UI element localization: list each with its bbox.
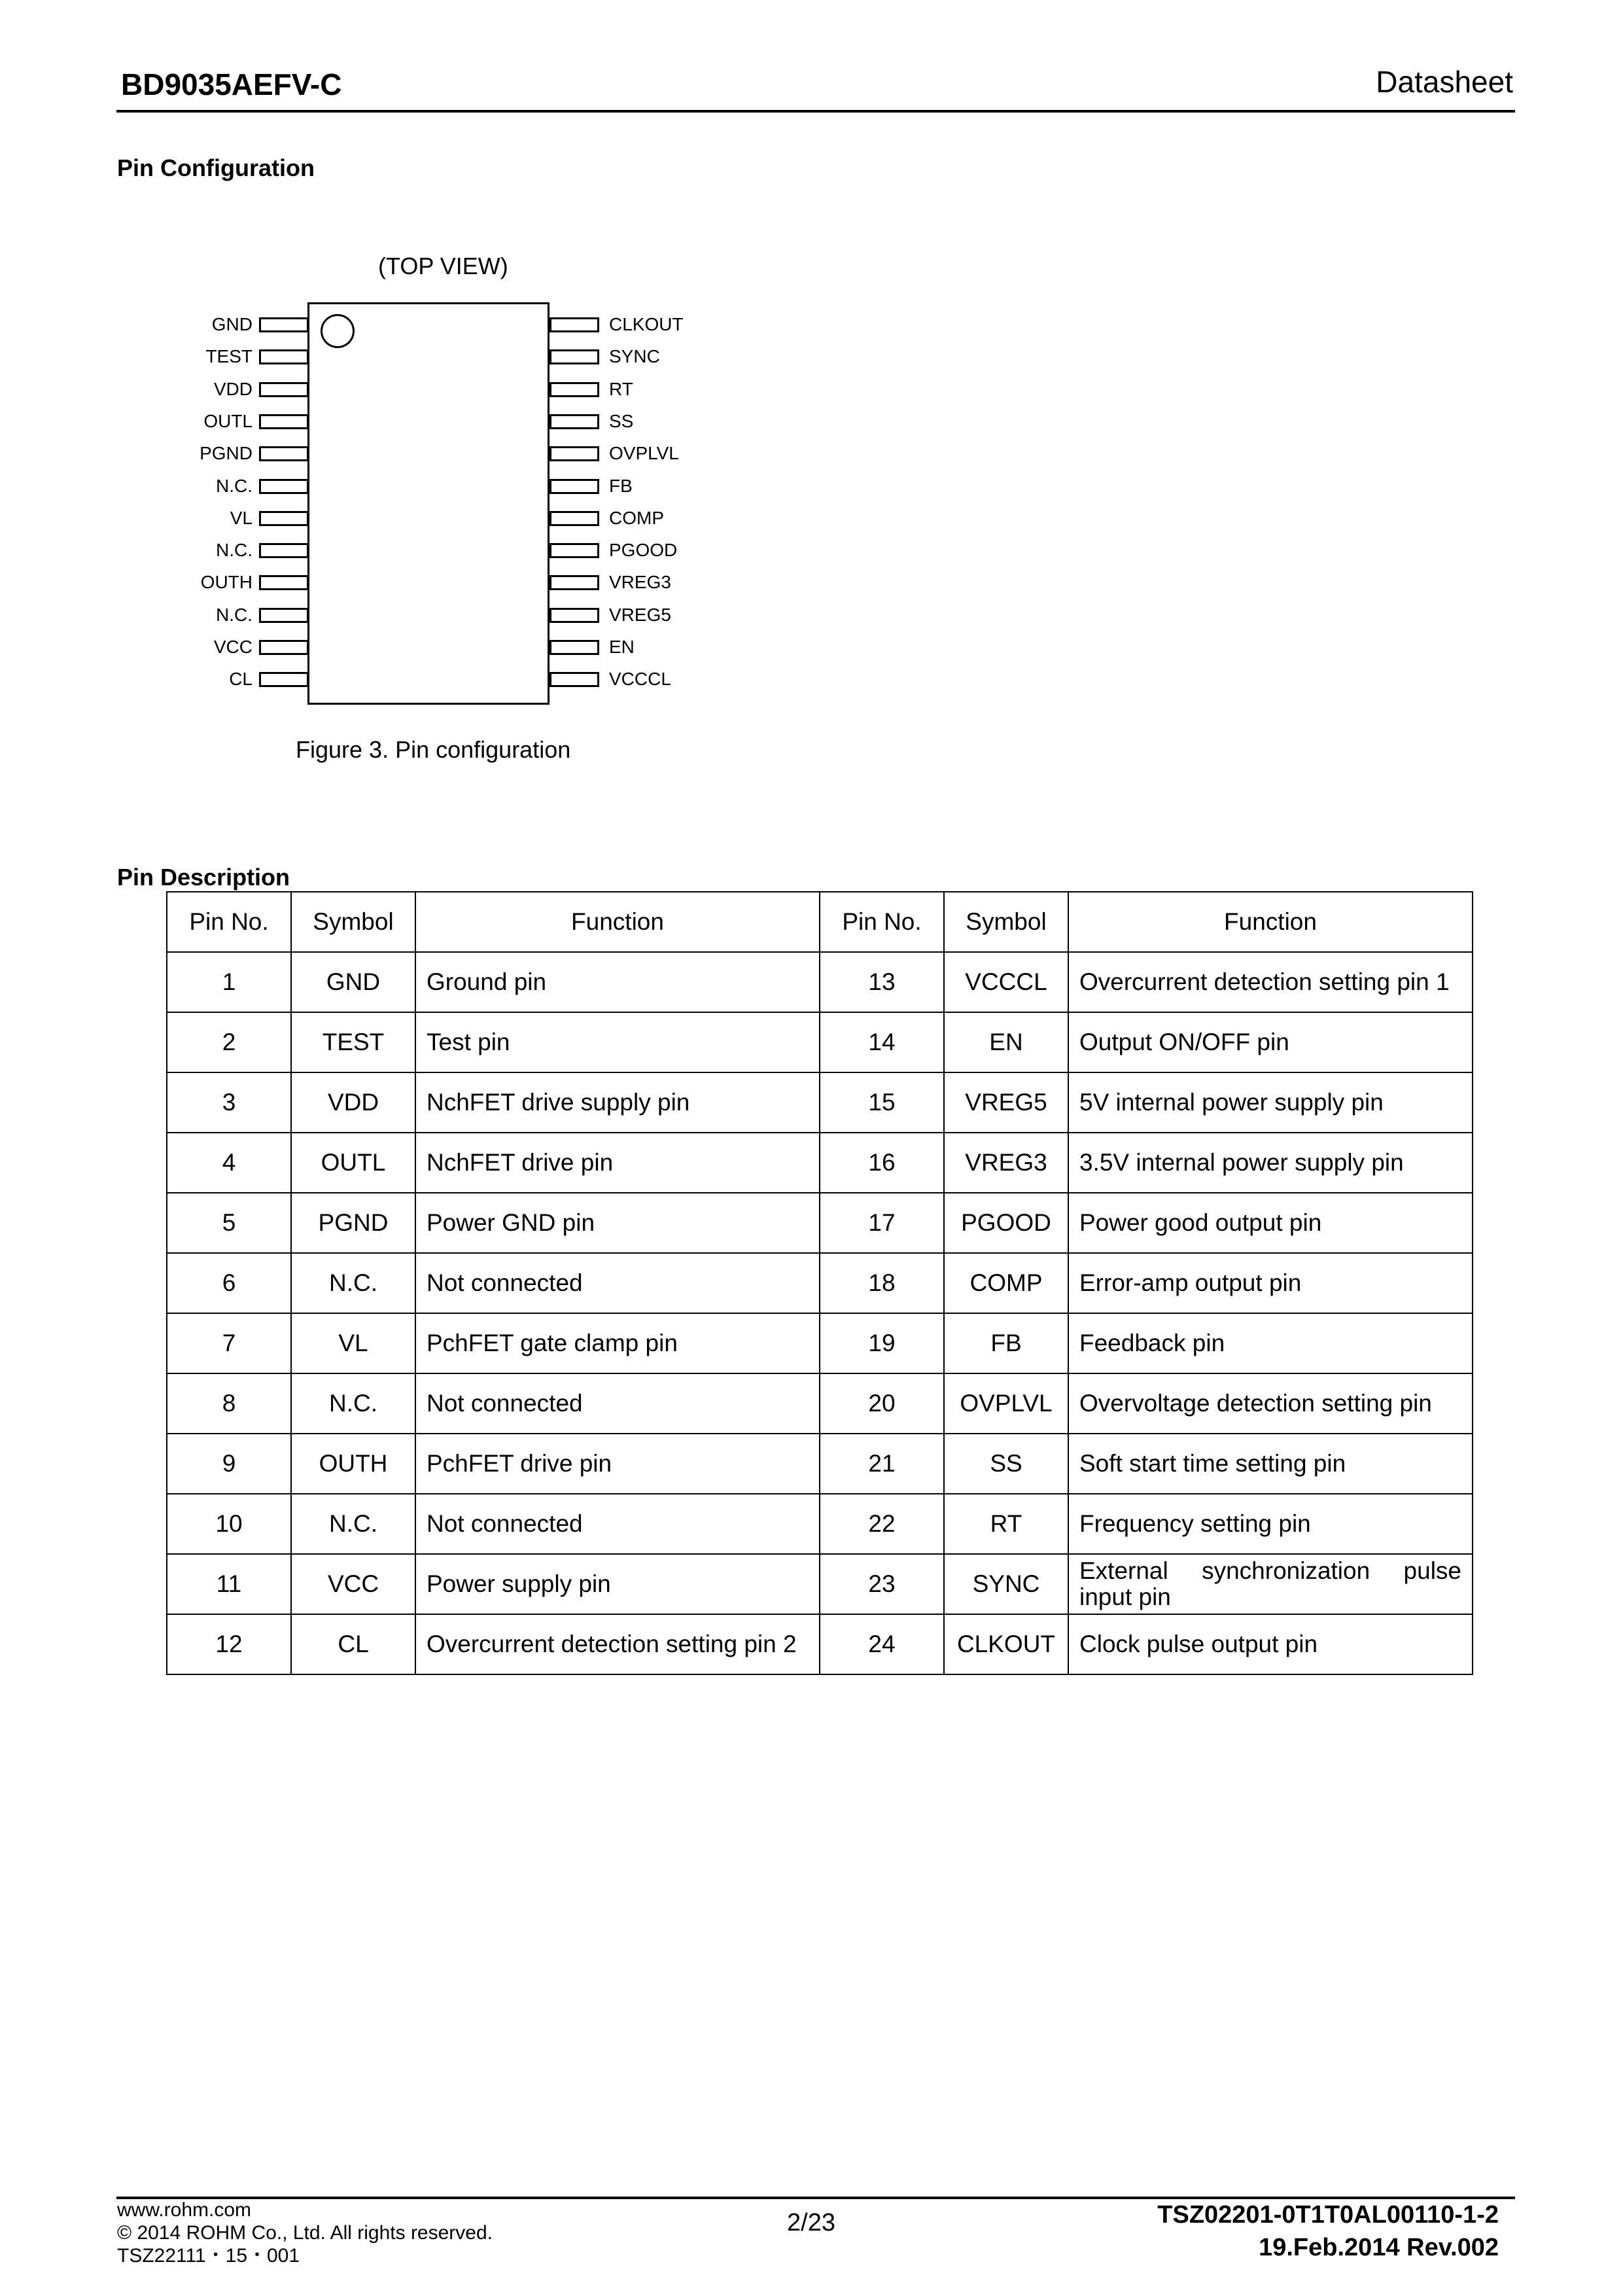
pin-label: SYNC xyxy=(609,346,660,367)
pin-label: VL xyxy=(230,507,253,528)
pin-label: N.C. xyxy=(216,475,253,496)
table-cell: 9 xyxy=(167,1434,291,1494)
table-cell: 23 xyxy=(820,1554,944,1614)
table-cell: SS xyxy=(944,1434,1068,1494)
footer-form-code: TSZ22111・15・001 xyxy=(117,2245,300,2267)
table-cell: FB xyxy=(944,1313,1068,1373)
table-cell: 17 xyxy=(820,1193,944,1253)
pin-lead xyxy=(550,479,599,494)
pin-lead xyxy=(259,640,309,655)
pin-label: VCC xyxy=(213,637,253,657)
pin-lead xyxy=(550,349,599,364)
table-cell: EN xyxy=(944,1012,1068,1072)
table-cell: COMP xyxy=(944,1253,1068,1313)
pin-lead xyxy=(259,317,309,332)
table-row xyxy=(167,1554,1473,1614)
table-cell: OUTL xyxy=(291,1133,415,1193)
table-cell: 21 xyxy=(820,1434,944,1494)
document-type: Datasheet xyxy=(1376,65,1513,99)
table-cell: 1 xyxy=(167,952,291,1012)
table-cell: 2 xyxy=(167,1012,291,1072)
column-header: Function xyxy=(1068,892,1473,952)
top-view-label: (TOP VIEW) xyxy=(378,253,508,279)
pin-label: OUTH xyxy=(200,572,253,593)
table-row xyxy=(167,1253,1473,1313)
pin-label: OUTL xyxy=(203,410,253,431)
table-cell: Feedback pin xyxy=(1068,1313,1473,1373)
pin-lead xyxy=(259,608,309,623)
page-number: 2/23 xyxy=(787,2209,835,2236)
pin-label: CL xyxy=(229,669,253,690)
table-header-row xyxy=(167,892,1473,952)
pin-lead xyxy=(259,479,309,494)
table-cell: 5 xyxy=(167,1193,291,1253)
table-cell: 20 xyxy=(820,1373,944,1434)
table-cell: External synchronization pulse input pin xyxy=(1068,1554,1473,1614)
table-cell: 22 xyxy=(820,1494,944,1554)
pin-label: FB xyxy=(609,475,633,496)
pin-label: PGND xyxy=(200,443,253,464)
table-cell: PGOOD xyxy=(944,1193,1068,1253)
table-row xyxy=(167,952,1473,1012)
table-cell: Power GND pin xyxy=(415,1193,820,1253)
table-cell: Test pin xyxy=(415,1012,820,1072)
table-cell: 3.5V internal power supply pin xyxy=(1068,1133,1473,1193)
column-header: Function xyxy=(415,892,820,952)
table-cell: CLKOUT xyxy=(944,1614,1068,1674)
table-cell: OVPLVL xyxy=(944,1373,1068,1434)
pin-label: VREG5 xyxy=(609,604,671,625)
pin-label: CLKOUT xyxy=(609,314,684,334)
table-cell: Ground pin xyxy=(415,952,820,1012)
footer-doc-code: TSZ02201-0T1T0AL00110-1-2 xyxy=(1157,2201,1499,2229)
table-cell: N.C. xyxy=(291,1494,415,1554)
pin-lead xyxy=(259,414,309,429)
table-cell: 14 xyxy=(820,1012,944,1072)
pin-lead xyxy=(259,446,309,461)
table-row xyxy=(167,1494,1473,1554)
table-cell: N.C. xyxy=(291,1253,415,1313)
pin-label: GND xyxy=(211,314,253,334)
table-cell: Overvoltage detection setting pin xyxy=(1068,1373,1473,1434)
table-cell: N.C. xyxy=(291,1373,415,1434)
column-header: Pin No. xyxy=(167,892,291,952)
part-number: BD9035AEFV-C xyxy=(121,67,342,101)
pin-lead xyxy=(550,446,599,461)
pin-label: N.C. xyxy=(216,540,253,561)
table-cell: GND xyxy=(291,952,415,1012)
pin-lead xyxy=(550,414,599,429)
table-cell: RT xyxy=(944,1494,1068,1554)
pin-label: VDD xyxy=(213,378,253,399)
table-row xyxy=(167,1012,1473,1072)
column-header: Symbol xyxy=(291,892,415,952)
table-cell: Not connected xyxy=(415,1494,820,1554)
pin-configuration-heading: Pin Configuration xyxy=(117,154,315,181)
table-cell: Power good output pin xyxy=(1068,1193,1473,1253)
table-cell: 4 xyxy=(167,1133,291,1193)
table-cell: 3 xyxy=(167,1072,291,1133)
table-cell: VCC xyxy=(291,1554,415,1614)
pin-label: EN xyxy=(609,637,635,657)
table-cell: 11 xyxy=(167,1554,291,1614)
table-cell: Not connected xyxy=(415,1373,820,1434)
pin-label: VCCCL xyxy=(609,669,671,690)
pin-description-heading: Pin Description xyxy=(117,864,290,891)
table-cell: VL xyxy=(291,1313,415,1373)
pin-lead xyxy=(550,511,599,526)
pin-label: OVPLVL xyxy=(609,443,679,464)
pin-label: PGOOD xyxy=(609,540,678,561)
pin-lead xyxy=(550,575,599,590)
pin-lead xyxy=(550,640,599,655)
table-cell: NchFET drive pin xyxy=(415,1133,820,1193)
table-cell: 15 xyxy=(820,1072,944,1133)
table-cell: 10 xyxy=(167,1494,291,1554)
figure-caption: Figure 3. Pin configuration xyxy=(296,736,571,763)
table-cell: Power supply pin xyxy=(415,1554,820,1614)
table-cell: TEST xyxy=(291,1012,415,1072)
table-cell: 7 xyxy=(167,1313,291,1373)
pin-lead xyxy=(550,382,599,397)
table-cell: Not connected xyxy=(415,1253,820,1313)
pin-label: N.C. xyxy=(216,604,253,625)
table-cell: NchFET drive supply pin xyxy=(415,1072,820,1133)
table-row xyxy=(167,1133,1473,1193)
table-row xyxy=(167,1434,1473,1494)
table-row xyxy=(167,1072,1473,1133)
pin-lead xyxy=(259,672,309,687)
table-cell: VCCCL xyxy=(944,952,1068,1012)
column-header: Symbol xyxy=(944,892,1068,952)
table-cell: VDD xyxy=(291,1072,415,1133)
table-cell: VREG5 xyxy=(944,1072,1068,1133)
table-cell: PchFET gate clamp pin xyxy=(415,1313,820,1373)
table-cell: 24 xyxy=(820,1614,944,1674)
table-cell: 16 xyxy=(820,1133,944,1193)
footer-rule xyxy=(116,2197,1515,2199)
pin-lead xyxy=(259,382,309,397)
table-cell: SYNC xyxy=(944,1554,1068,1614)
table-cell: Error-amp output pin xyxy=(1068,1253,1473,1313)
table-cell: 8 xyxy=(167,1373,291,1434)
footer-website: www.rohm.com xyxy=(117,2199,252,2221)
pin-lead xyxy=(259,543,309,558)
pin-label: SS xyxy=(609,410,634,431)
pin-label: COMP xyxy=(609,507,664,528)
table-row xyxy=(167,1614,1473,1674)
table-cell: Overcurrent detection setting pin 1 xyxy=(1068,952,1473,1012)
pin-label: VREG3 xyxy=(609,572,671,593)
table-cell: 19 xyxy=(820,1313,944,1373)
pin-lead xyxy=(259,349,309,364)
column-header: Pin No. xyxy=(820,892,944,952)
table-cell: Frequency setting pin xyxy=(1068,1494,1473,1554)
pin1-marker xyxy=(321,314,355,348)
table-cell: 5V internal power supply pin xyxy=(1068,1072,1473,1133)
table-row xyxy=(167,1373,1473,1434)
footer-date-revision: 19.Feb.2014 Rev.002 xyxy=(1259,2234,1499,2261)
table-cell: 18 xyxy=(820,1253,944,1313)
pin-label: TEST xyxy=(205,346,253,367)
table-cell: CL xyxy=(291,1614,415,1674)
pin-lead xyxy=(550,672,599,687)
header-rule xyxy=(116,110,1515,113)
table-cell: PGND xyxy=(291,1193,415,1253)
table-cell: Overcurrent detection setting pin 2 xyxy=(415,1614,820,1674)
table-cell: Clock pulse output pin xyxy=(1068,1614,1473,1674)
pin-lead xyxy=(550,317,599,332)
table-cell: PchFET drive pin xyxy=(415,1434,820,1494)
footer-copyright: © 2014 ROHM Co., Ltd. All rights reserved. xyxy=(117,2222,493,2244)
pin-lead xyxy=(550,543,599,558)
table-cell: 12 xyxy=(167,1614,291,1674)
table-cell: OUTH xyxy=(291,1434,415,1494)
table-cell: Soft start time setting pin xyxy=(1068,1434,1473,1494)
pin-description-table xyxy=(166,891,1473,1675)
table-row xyxy=(167,1193,1473,1253)
pin-lead xyxy=(550,608,599,623)
pin-lead xyxy=(259,511,309,526)
pin-label: RT xyxy=(609,378,633,399)
pin-lead xyxy=(259,575,309,590)
table-cell: 13 xyxy=(820,952,944,1012)
ic-package-body xyxy=(307,302,550,705)
table-cell: 6 xyxy=(167,1253,291,1313)
table-cell: Output ON/OFF pin xyxy=(1068,1012,1473,1072)
table-row xyxy=(167,1313,1473,1373)
table-cell: VREG3 xyxy=(944,1133,1068,1193)
